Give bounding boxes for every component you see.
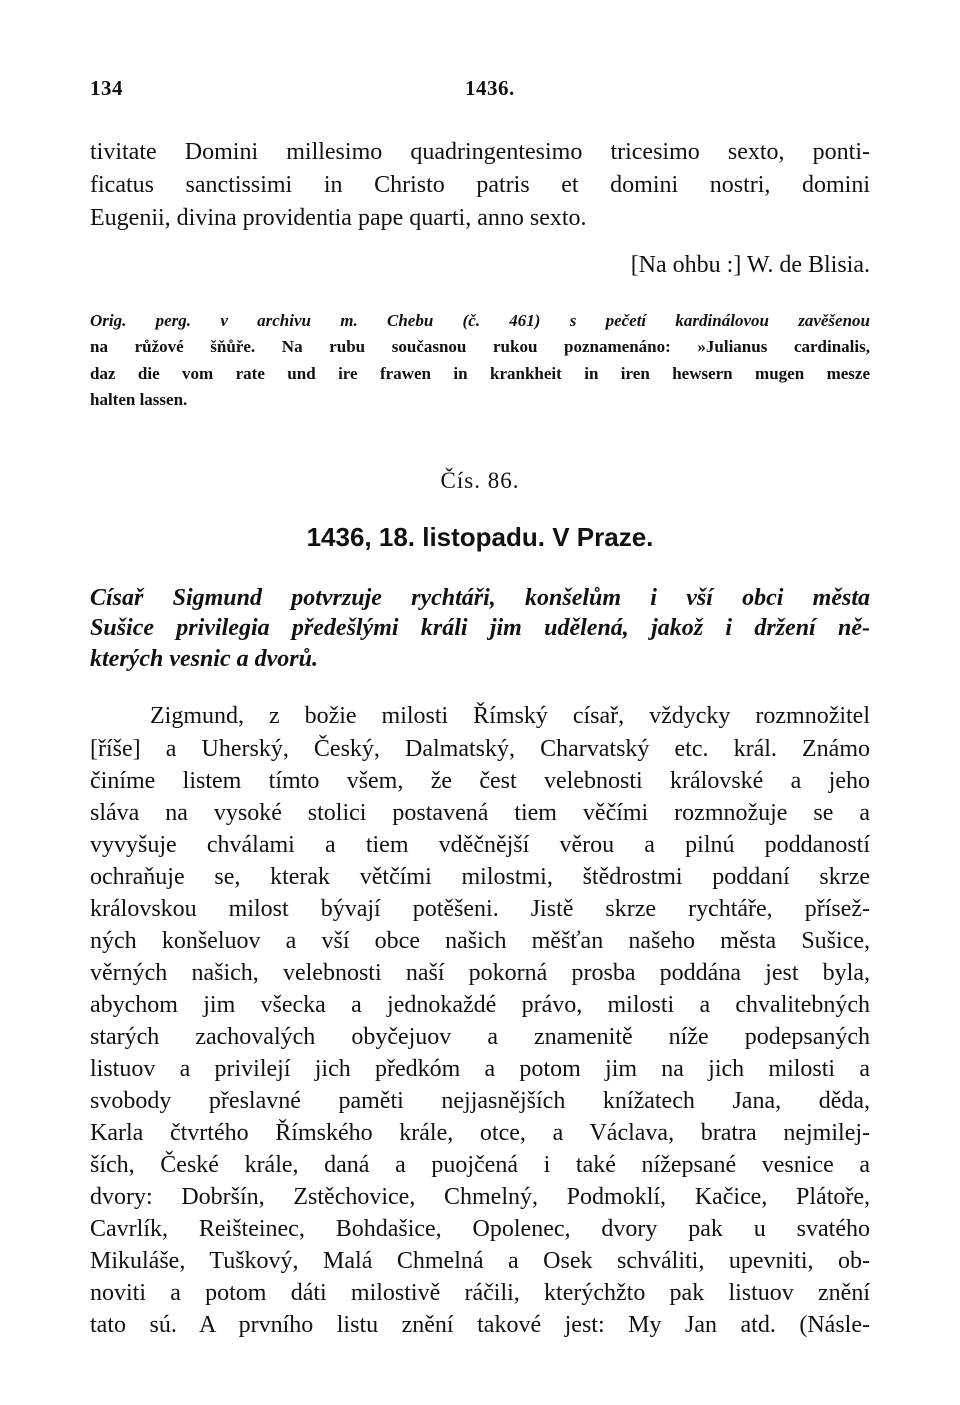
archive-note-line: daz die vom rate und ire frawen in krankheit in iren hewsern mugen mesze [90, 364, 870, 383]
body-line: svobody přeslavné paměti nejjasnějších knížatech Jana, děda, [90, 1088, 870, 1114]
archive-note-line: Orig. perg. v archivu m. Chebu (č. 461) s pečetí kardinálovou zavěšenou [90, 311, 870, 330]
body-line: abychom jim všecka a jednokaždé právo, milosti a chvalitebných [90, 992, 870, 1018]
body-line: Zigmund, z božie milosti Římský císař, vždycky rozmnožitel [150, 703, 870, 729]
previous-text-line: tivitate Domini millesimo quadringentesimo tricesimo sexto, ponti- [90, 139, 870, 165]
summary-line: Sušice privilegia předešlými králi jim udělená, jakož i držení ně- [90, 615, 870, 641]
body-line: tato sú. A prvního listu znění takové jest: My Jan atd. (Násle- [90, 1312, 870, 1338]
body-line: sláva na vysoké stolici postavená tiem věčími rozmnožuje se a [90, 800, 870, 826]
body-line: královskou milost bývají potěšeni. Jistě skrze rychtáře, přísež- [90, 896, 870, 922]
running-head-year: 1436. [465, 76, 515, 100]
signature: [Na ohbu :] W. de Blisia. [630, 252, 870, 278]
previous-text-line: Eugenii, divina providentia pape quarti, anno sexto. [90, 205, 587, 231]
previous-text-line: ficatus sanctissimi in Christo patris et domini nostri, domini [90, 172, 870, 198]
body-line: Cavrlík, Reišteinec, Bohdašice, Opolenec, dvory pak u svatého [90, 1216, 870, 1242]
body-line: činíme listem tímto všem, že čest velebnosti královské a jeho [90, 768, 870, 794]
body-line: Mikuláše, Tuškový, Malá Chmelná a Osek schváliti, upevniti, ob- [90, 1248, 870, 1274]
summary-line: Císař Sigmund potvrzuje rychtáři, konšelům i vší obci města [90, 585, 870, 611]
archive-note-line: halten lassen. [90, 390, 188, 409]
body-line: ných konšeluov a vší obce našich měšťan našeho města Sušice, [90, 928, 870, 954]
body-line: [říše] a Uherský, Český, Dalmatský, Charvatský etc. král. Známo [90, 736, 870, 762]
date-place-heading: 1436, 18. listopadu. V Praze. [306, 522, 654, 552]
body-line: starých zachovalých obyčejuov a znamenitě níže podepsaných [90, 1024, 870, 1050]
body-line: ších, České krále, daná a puojčená i také nížepsané vesnice a [90, 1152, 870, 1178]
body-line: ochraňuje se, kterak větčími milostmi, štědrostmi poddaní skrze [90, 864, 870, 890]
body-line: noviti a potom dáti milostivě ráčili, kterýchžto pak listuov znění [90, 1280, 870, 1306]
body-line: listuov a privilejí jich předkóm a potom jim na jich milosti a [90, 1056, 870, 1082]
page-number: 134 [90, 76, 123, 100]
body-line: Karla čtvrtého Římského krále, otce, a Václava, bratra nejmilej- [90, 1120, 870, 1146]
document-number: Čís. 86. [440, 468, 520, 493]
archive-note-line: na růžové šňůře. Na rubu současnou rukou poznamenáno: »Julianus cardinalis, [90, 337, 870, 356]
summary-line: kterých vesnic a dvorů. [90, 646, 318, 672]
body-line: dvory: Dobršín, Zstěchovice, Chmelný, Podmoklí, Kačice, Plátoře, [90, 1184, 870, 1210]
body-line: věrných našich, velebnosti naší pokorná prosba poddána jest byla, [90, 960, 870, 986]
body-line: vyvyšuje chválami a tiem vděčnější věrou a pilnú poddaností [90, 832, 870, 858]
